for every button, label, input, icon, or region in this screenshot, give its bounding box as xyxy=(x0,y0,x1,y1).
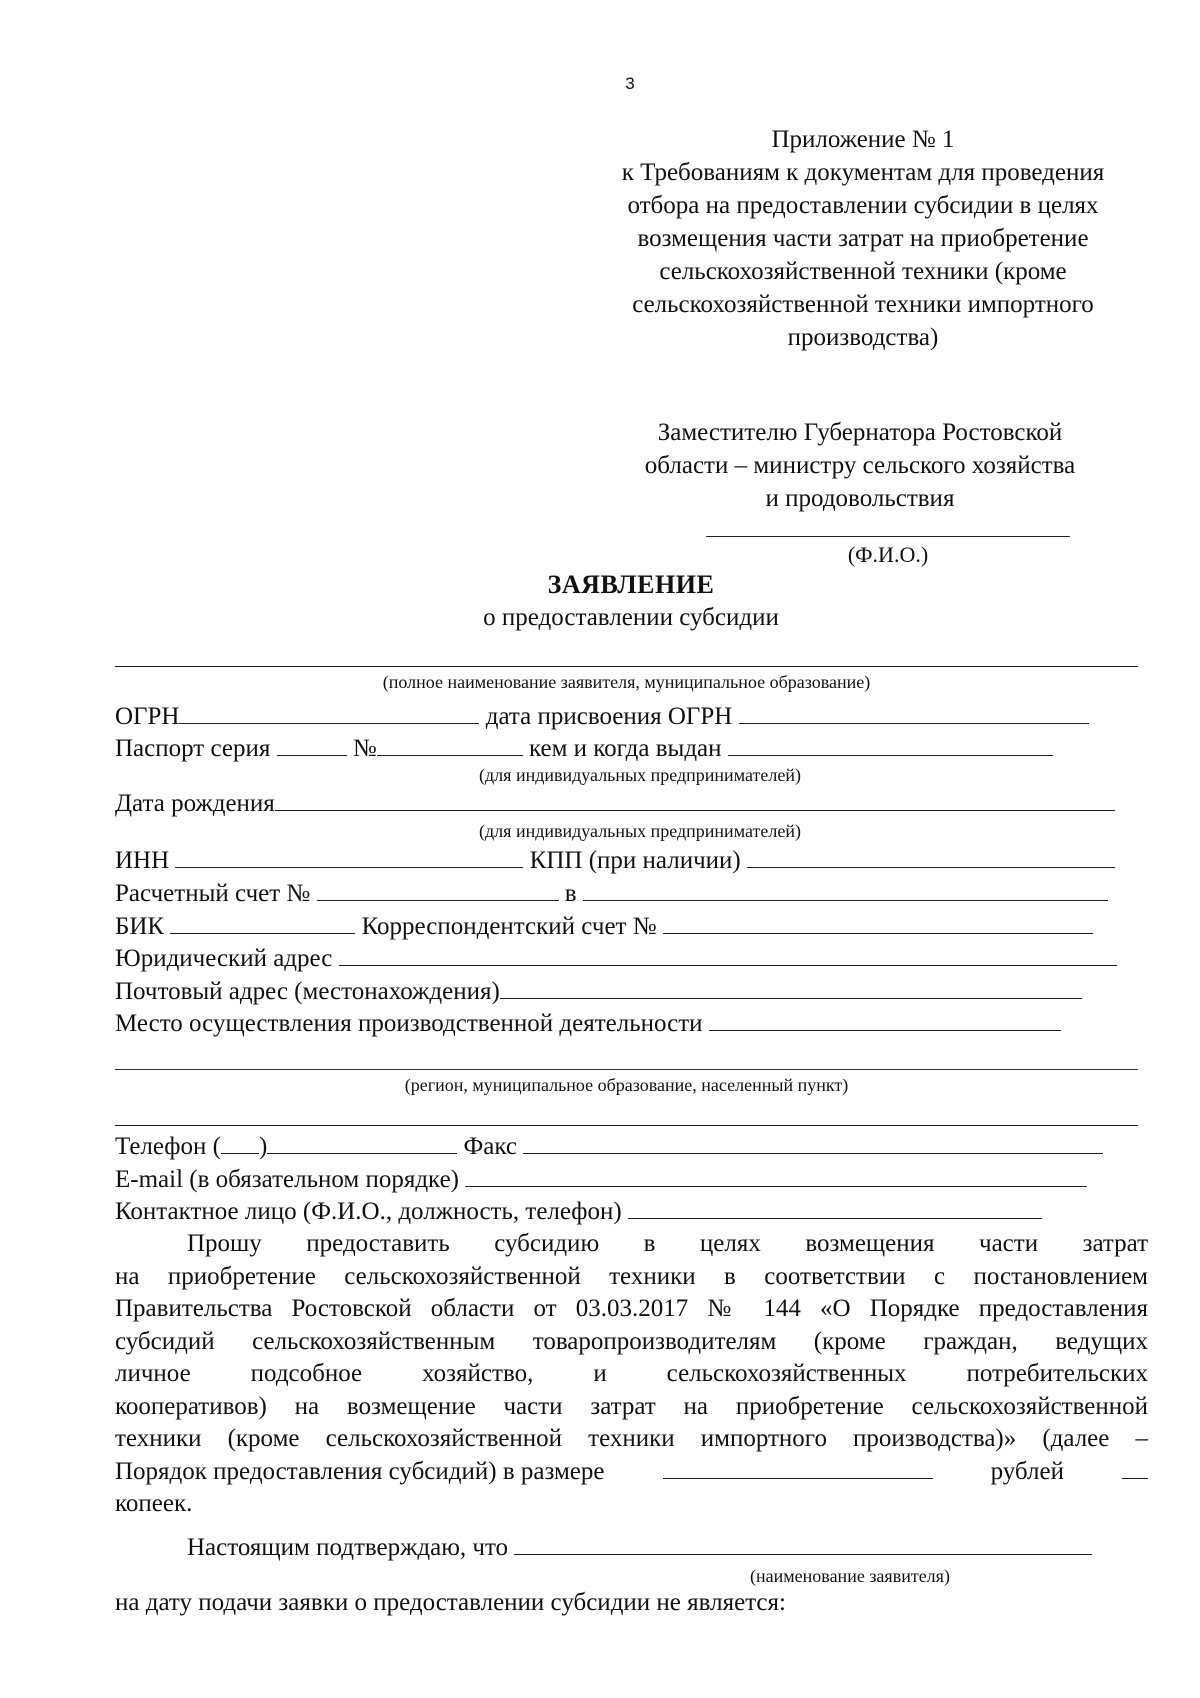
passport-issued-label: кем и когда выдан xyxy=(528,735,722,762)
legal-address-row xyxy=(115,943,1117,974)
applicant-hint: (полное наименование заявителя, муниципальное образование) xyxy=(382,672,871,692)
paragraph-line: Правительства Ростовской области от 03.03.2017 № 144 «О Порядке предоставления xyxy=(115,1295,1148,1322)
confirm-row xyxy=(187,1532,1092,1563)
phone-blank[interactable] xyxy=(267,1131,457,1154)
birth-date-row xyxy=(115,788,1115,819)
kpp-blank[interactable] xyxy=(747,845,1115,868)
passport-issued-blank[interactable] xyxy=(728,733,1053,756)
paragraph-line: кооперативов) на возмещение части затрат на приобретение сельскохозяйственной xyxy=(115,1392,1148,1420)
kpp-label: КПП (при наличии) xyxy=(529,847,741,874)
legal-address-blank[interactable] xyxy=(339,943,1117,966)
fax-label: Факс xyxy=(463,1133,517,1160)
email-label: E-mail (в обязательном порядке) xyxy=(115,1166,459,1193)
addressee-block xyxy=(590,416,1130,515)
passport-series-label: Паспорт серия xyxy=(115,735,271,762)
phone-label: Телефон ( xyxy=(115,1133,221,1160)
amount-rubles-blank[interactable] xyxy=(663,1456,933,1479)
rubles-label: рублей xyxy=(990,1458,1064,1485)
account-blank[interactable] xyxy=(317,878,559,901)
passport-number-blank[interactable] xyxy=(377,733,523,756)
bik-label: БИК xyxy=(115,913,165,940)
appendix-title: Приложение № 1 xyxy=(771,126,955,153)
paragraph-line: Прошу предоставить субсидию в целях возмещения части затрат xyxy=(187,1230,1148,1257)
final-line: на дату подачи заявки о предоставлении субсидии не является: xyxy=(115,1589,786,1616)
page-number: 3 xyxy=(625,74,635,93)
appendix-line: к Требованиям к документам для проведения xyxy=(621,159,1105,186)
appendix-line: возмещения части затрат на приобретение xyxy=(637,225,1089,252)
request-paragraph xyxy=(115,1228,1148,1456)
inn-row xyxy=(115,845,1115,876)
amount-row xyxy=(115,1456,1148,1487)
ip-hint: (для индивидуальных предпринимателей) xyxy=(479,821,801,841)
amount-prefix: Порядок предоставления субсидий) в размере xyxy=(115,1458,605,1485)
email-blank[interactable] xyxy=(465,1164,1087,1187)
fio-blank-line[interactable] xyxy=(706,536,1070,537)
region-hint: (регион, муниципальное образование, населенный пункт) xyxy=(404,1075,849,1095)
production-place-blank[interactable] xyxy=(709,1008,1061,1031)
extra-blank-line[interactable] xyxy=(115,1125,1138,1126)
ogrn-blank[interactable] xyxy=(179,701,479,724)
amount-kopecks-blank[interactable] xyxy=(1122,1456,1148,1479)
appendix-line: производства) xyxy=(787,324,939,351)
addressee-line: области – министру сельского хозяйства xyxy=(644,452,1076,479)
birth-date-blank[interactable] xyxy=(275,788,1115,811)
postal-address-label: Почтовый адрес (местонахождения) xyxy=(115,978,500,1005)
ogrn-date-label: дата присвоения ОГРН xyxy=(485,703,733,730)
phone-code-blank[interactable] xyxy=(221,1131,259,1154)
production-place-row xyxy=(115,1008,1061,1039)
kopecks-label: копеек. xyxy=(115,1490,193,1517)
applicant-name-hint: (наименование заявителя) xyxy=(750,1566,950,1586)
contact-blank[interactable] xyxy=(628,1196,1042,1219)
ogrn-row xyxy=(115,701,1089,732)
passport-row xyxy=(115,733,1053,764)
account-row xyxy=(115,878,1108,909)
corr-account-label: Корреспондентский счет № xyxy=(361,913,657,940)
email-row xyxy=(115,1164,1087,1195)
inn-blank[interactable] xyxy=(175,845,523,868)
appendix-line: сельскохозяйственной техники (кроме xyxy=(659,258,1067,285)
paragraph-line: личное подсобное хозяйство, и сельскохозяйственных потребительских xyxy=(115,1360,1148,1387)
addressee-line: Заместителю Губернатора Ростовской xyxy=(657,419,1063,446)
applicant-name-blank[interactable] xyxy=(115,666,1138,667)
paragraph-line: техники (кроме сельскохозяйственной техники импортного производства)» (далее – xyxy=(115,1425,1148,1452)
fax-blank[interactable] xyxy=(523,1131,1103,1154)
postal-address-blank[interactable] xyxy=(500,976,1082,999)
birth-date-label: Дата рождения xyxy=(115,790,275,817)
production-place-blank-2[interactable] xyxy=(115,1069,1138,1070)
bik-row xyxy=(115,911,1093,942)
legal-address-label: Юридический адрес xyxy=(115,945,333,972)
passport-series-blank[interactable] xyxy=(277,733,347,756)
document-title: ЗАЯВЛЕНИЕ xyxy=(547,570,715,599)
account-bank-blank[interactable] xyxy=(583,878,1108,901)
confirm-label: Настоящим подтверждаю, что xyxy=(187,1534,509,1561)
paragraph-line: субсидий сельскохозяйственным товаропроизводителям (кроме граждан, ведущих xyxy=(115,1327,1148,1355)
passport-number-label: № xyxy=(352,735,377,762)
document-subtitle: о предоставлении субсидии xyxy=(483,604,779,631)
applicant-name-confirm-blank[interactable] xyxy=(514,1532,1092,1555)
contact-label: Контактное лицо (Ф.И.О., должность, телефон) xyxy=(115,1198,622,1225)
appendix-line: отбора на предоставлении субсидии в целях xyxy=(627,192,1099,219)
appendix-line: сельскохозяйственной техники импортного xyxy=(632,291,1094,318)
phone-row xyxy=(115,1131,1103,1162)
bik-blank[interactable] xyxy=(170,911,355,934)
fio-label: (Ф.И.О.) xyxy=(847,542,929,567)
corr-account-blank[interactable] xyxy=(663,911,1093,934)
ogrn-date-blank[interactable] xyxy=(739,701,1089,724)
addressee-line: и продовольствия xyxy=(765,485,955,512)
paragraph-line: на приобретение сельскохозяйственной техники в соответствии с постановлением xyxy=(115,1262,1148,1290)
phone-paren: ) xyxy=(258,1133,268,1160)
contact-row xyxy=(115,1196,1042,1227)
account-bank-label: в xyxy=(564,880,577,907)
ogrn-label: ОГРН xyxy=(115,703,180,730)
production-place-label: Место осуществления производственной деятельности xyxy=(115,1010,703,1037)
account-label: Расчетный счет № xyxy=(115,880,311,907)
ip-hint: (для индивидуальных предпринимателей) xyxy=(479,765,801,785)
appendix-block xyxy=(578,123,1148,354)
inn-label: ИНН xyxy=(115,847,170,874)
postal-address-row xyxy=(115,976,1082,1007)
